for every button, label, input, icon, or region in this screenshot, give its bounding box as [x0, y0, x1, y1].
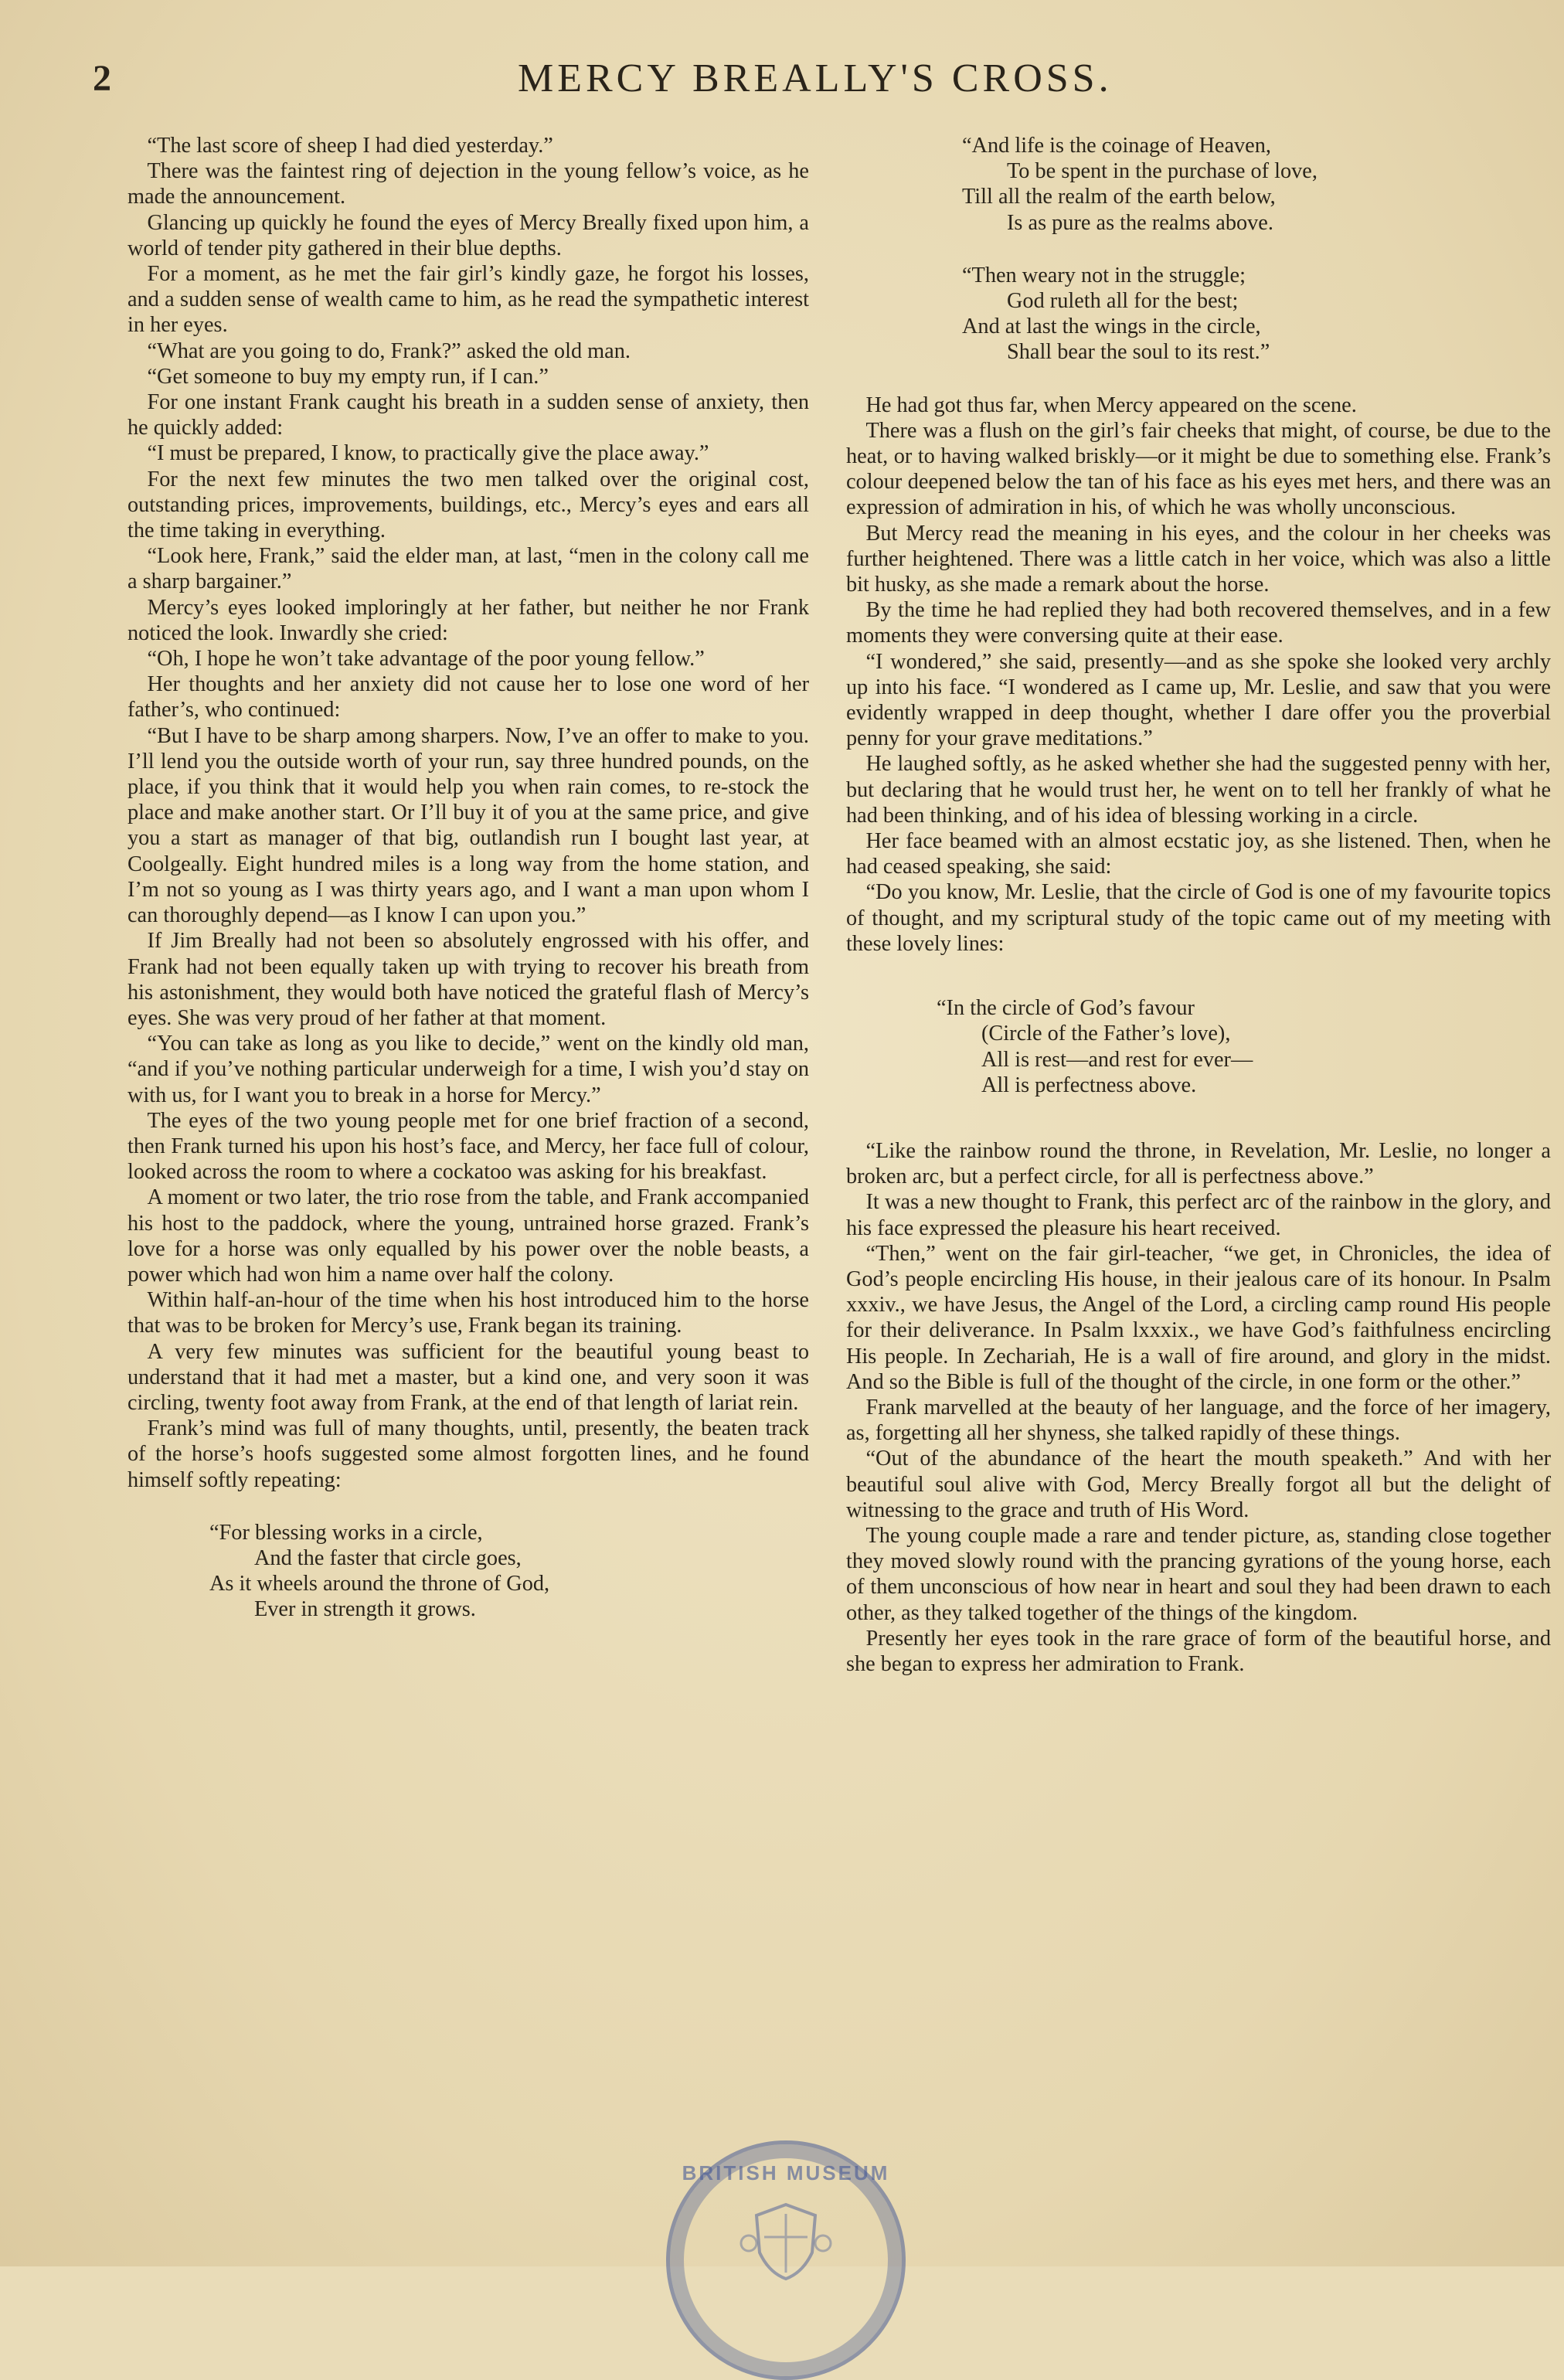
verse-line: Ever in strength it grows. — [254, 1597, 476, 1622]
paragraph: If Jim Breally had not been so absolutely engrossed with his offer, and Frank had not been equally taken up with trying to recover his breath from his astonishment, they would both have noticed the grateful flash of Mercy’s eyes. She was very proud of her father at that moment. — [128, 929, 809, 1030]
paragraph: By the time he had replied they had both recovered themselves, and in a few moments they were conversing quite at their ease. — [846, 598, 1551, 648]
verse-stanza — [846, 133, 1551, 236]
paragraph: “Like the rainbow round the throne, in Revelation, Mr. Leslie, no longer a broken arc, but a perfect circle, for all is perfectness above.” — [846, 1138, 1551, 1189]
paragraph: “Out of the abundance of the heart the mouth speaketh.” And with her beautiful soul alive with God, Mercy Breally forgot all but the delight of witnessing to the grace and truth of His Word. — [846, 1447, 1551, 1522]
paragraph: Her face beamed with an almost ecstatic joy, as she listened. Then, when he had ceased speaking, she said: — [846, 829, 1551, 879]
paragraph: For one instant Frank caught his breath in a sudden sense of anxiety, then he quickly added: — [128, 390, 809, 440]
verse-stanza — [846, 263, 1551, 366]
verse-stanza — [128, 1520, 809, 1623]
verse-line: Is as pure as the realms above. — [1007, 210, 1273, 235]
paragraph: Her thoughts and her anxiety did not cause her to lose one word of her father’s, who continued: — [128, 672, 809, 722]
paragraph: He had got thus far, when Mercy appeared on the scene. — [865, 393, 1357, 417]
paragraph: “I wondered,” she said, presently—and as she spoke she looked very archly up into his face. “I wondered as I came up, Mr. Leslie, and saw that you were evidently wrapped in deep thought, whether I dare offer you the proverbial penny for your grave meditations.” — [846, 649, 1551, 751]
paragraph: Presently her eyes took in the rare grace of form of the beautiful horse, and she began to express her admiration to Frank. — [846, 1626, 1551, 1676]
paragraph: Frank’s mind was full of many thoughts, until, presently, the beaten track of the horse’s hoofs suggested some almost forgotten lines, and he found himself softly repeating: — [128, 1416, 809, 1492]
paragraph: “Look here, Frank,” said the elder man, at last, “men in the colony call me a sharp bargainer.” — [128, 544, 809, 594]
paragraph: A moment or two later, the trio rose from the table, and Frank accompanied his host to the paddock, where the young, untrained horse grazed. Frank’s love for a horse was only equalled by his power over the noble beasts, a power which had won him a name over half the colony. — [128, 1185, 809, 1287]
verse-line: And the faster that circle goes, — [254, 1545, 522, 1570]
right-column — [846, 133, 1551, 1677]
paragraph: “Then,” went on the fair girl-teacher, “we get, in Chronicles, the idea of God’s people encircling His house, in their jealous care of its honour. In Psalm xxxiv., we have Jesus, the Angel of the Lord, a circling camp round His people for their deliverance. In Psalm lxxxix., we have God’s faithfulness encircling His people. In Zechariah, He is a wall of fire around, and glory in the midst. And so the Bible is full of the thought of the circle, in one form or the other.” — [846, 1241, 1551, 1394]
verse-line: “Then weary not in the struggle; — [962, 263, 1246, 287]
verse-line: (Circle of the Father’s love), — [981, 1022, 1231, 1046]
verse-line: All is perfectness above. — [981, 1073, 1197, 1097]
left-column — [128, 133, 809, 1623]
paragraph: The eyes of the two young people met for one brief fraction of a second, then Frank turned his upon his host’s face, and Mercy, her face full of colour, looked across the room to where a cockatoo was asking for his breakfast. — [128, 1108, 809, 1185]
crest-icon — [738, 2198, 834, 2283]
paragraph: A very few minutes was sufficient for the beautiful young beast to understand that it had met a master, but a kind one, and very soon it was circling, twenty foot away from Frank, at the end of that length of lariat rein. — [128, 1339, 809, 1415]
verse-line: All is rest—and rest for ever— — [981, 1047, 1253, 1072]
verse-line: Till all the realm of the earth below, — [962, 185, 1276, 209]
verse-line: “And life is the coinage of Heaven, — [962, 134, 1271, 158]
paragraph: Mercy’s eyes looked imploringly at her father, but neither he nor Frank noticed the look. Inwardly she cried: — [128, 595, 809, 645]
paragraph: Glancing up quickly he found the eyes of Mercy Breally fixed upon him, a world of tender pity gathered in their blue depths. — [128, 210, 809, 260]
verse-line: Shall bear the soul to its rest.” — [1007, 340, 1270, 365]
paragraph: “Get someone to buy my empty run, if I can.” — [147, 364, 549, 389]
paragraph: Within half-an-hour of the time when his host introduced him to the horse that was to be broken for Mercy’s use, Frank began its training. — [128, 1288, 809, 1338]
paragraph: For a moment, as he met the fair girl’s kindly gaze, he forgot his losses, and a sudden sense of wealth came to him, as he read the sympathetic interest in her eyes. — [128, 262, 809, 338]
paragraph: There was a flush on the girl’s fair cheeks that might, of course, be due to the heat, or to having walked briskly—or it might be due to something else. Frank’s colour deepened below the tan of his face as his eyes met hers, and there was an expression of admiration in his, of which he was wholly unconscious. — [846, 418, 1551, 520]
paragraph: “Oh, I hope he won’t take advantage of the poor young fellow.” — [147, 647, 705, 672]
paragraph: There was the faintest ring of dejection in the young fellow’s voice, as he made the announcement. — [128, 159, 809, 209]
paragraph: But Mercy read the meaning in his eyes, and the colour in her cheeks was further heightened. There was a little catch in her voice, which was also a little bit husky, as she made a remark about the horse. — [846, 521, 1551, 597]
verse-line: “In the circle of God’s favour — [937, 996, 1195, 1021]
paragraph: The young couple made a rare and tender picture, as, standing close together they moved slowly round with the prancing gyrations of the young horse, each of them unconscious of how near in heart and soul they had been drawn to each other, as they talked together of the things of the kingdom. — [846, 1523, 1551, 1625]
verse-line: “For blessing works in a circle, — [209, 1520, 483, 1545]
paragraph: “Do you know, Mr. Leslie, that the circle of God is one of my favourite topics of thought, and my scriptural study of the topic came out of my meeting with these lovely lines: — [846, 880, 1551, 956]
paragraph: Frank marvelled at the beauty of her language, and the force of her imagery, as, forgetting all her shyness, she talked rapidly of these things. — [846, 1395, 1551, 1446]
stamp-text: BRITISH MUSEUM — [682, 2161, 890, 2184]
verse-line: As it wheels around the throne of God, — [209, 1572, 550, 1596]
page-number: 2 — [93, 58, 111, 99]
running-title: MERCY BREALLY'S CROSS. — [518, 56, 1113, 100]
paragraph: “What are you going to do, Frank?” asked the old man. — [147, 338, 631, 363]
library-stamp — [666, 2140, 906, 2380]
verse-stanza — [846, 995, 1551, 1098]
page-header — [93, 46, 1561, 108]
verse-line: And at last the wings in the circle, — [962, 314, 1261, 339]
paragraph: It was a new thought to Frank, this perfect arc of the rainbow in the glory, and his face expressed the pleasure his heart received. — [846, 1190, 1551, 1240]
paragraph: “But I have to be sharp among sharpers. Now, I’ve an offer to make to you. I’ll lend you the outside worth of your run, say three hundred pounds, on the place, if you think that it would help you when rain comes, to re-stock the place and make another start. Or I’ll buy it of you at the same price, and give you a start as manager of that big, outlandish run I bought last year, at Coolgeally. Eight hundred miles is a long way from the home station, and I’m not so young as I was thirty years ago, and I want a man upon whom I can thoroughly depend—as I know I can upon you.” — [128, 723, 809, 928]
paragraph: He laughed softly, as he asked whether she had the suggested penny with her, but declaring that he would trust her, he went on to tell her frankly of what he had been thinking, and of his idea of blessing working in a circle. — [846, 752, 1551, 828]
paragraph: For the next few minutes the two men talked over the original cost, outstanding prices, improvements, buildings, etc., Mercy’s eyes and ears all the time taking in everything. — [128, 467, 809, 543]
verse-line: To be spent in the purchase of love, — [1007, 159, 1318, 184]
paragraph: “The last score of sheep I had died yesterday.” — [147, 134, 553, 158]
verse-line: God ruleth all for the best; — [1007, 289, 1239, 314]
paragraph: “I must be prepared, I know, to practically give the place away.” — [147, 441, 709, 466]
paragraph: “You can take as long as you like to decide,” went on the kindly old man, “and if you’ve nothing particular underweigh for a time, I wish you’d stay on with us, for I want you to break in a horse for Mercy.” — [128, 1032, 809, 1107]
